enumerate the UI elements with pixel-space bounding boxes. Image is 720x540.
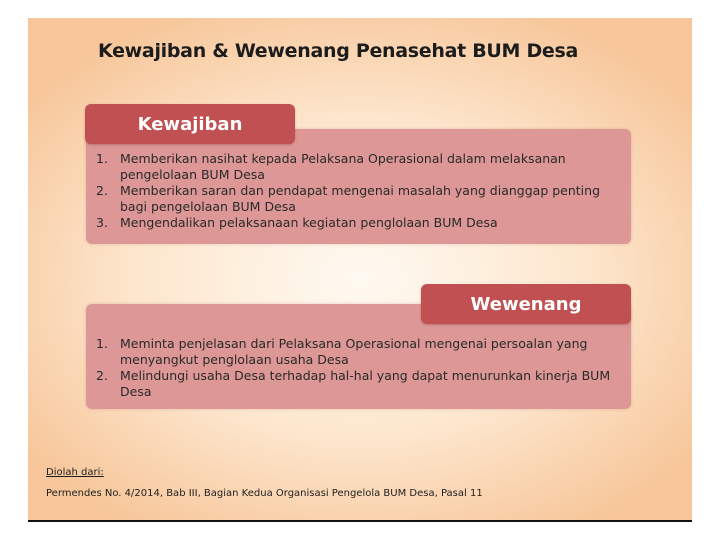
wewenang-heading: Wewenang [421, 284, 631, 324]
page-title: Kewajiban & Wewenang Penasehat BUM Desa [98, 40, 579, 62]
item-number: 1. [96, 151, 108, 166]
item-text: Memberikan nasihat kepada Pelaksana Operasional dalam melaksanan pengelolaan BUM Desa [120, 151, 566, 182]
kewajiban-list [96, 151, 624, 231]
list-item [96, 151, 624, 183]
list-item [96, 215, 624, 231]
list-item [96, 368, 624, 400]
item-number: 3. [96, 215, 108, 230]
slide [28, 18, 692, 522]
item-text: Meminta penjelasan dari Pelaksana Operasional mengenai persoalan yang menyangkut penglolaan usaha Desa [120, 336, 588, 367]
item-text: Mengendalikan pelaksanaan kegiatan penglolaan BUM Desa [120, 215, 498, 230]
item-number: 1. [96, 336, 108, 351]
list-item [96, 183, 624, 215]
list-item [96, 336, 624, 368]
source-note [46, 462, 483, 504]
source-citation: Permendes No. 4/2014, Bab III, Bagian Kedua Organisasi Pengelola BUM Desa, Pasal 11 [46, 488, 483, 499]
item-text: Memberikan saran dan pendapat mengenai masalah yang dianggap penting bagi pengelolaan BUM Desa [120, 183, 601, 214]
source-heading: Diolah dari: [46, 467, 104, 478]
item-number: 2. [96, 183, 108, 198]
kewajiban-heading: Kewajiban [85, 104, 295, 144]
item-text: Melindungi usaha Desa terhadap hal-hal yang dapat menurunkan kinerja BUM Desa [120, 368, 611, 399]
wewenang-list [96, 336, 624, 400]
item-number: 2. [96, 368, 108, 383]
